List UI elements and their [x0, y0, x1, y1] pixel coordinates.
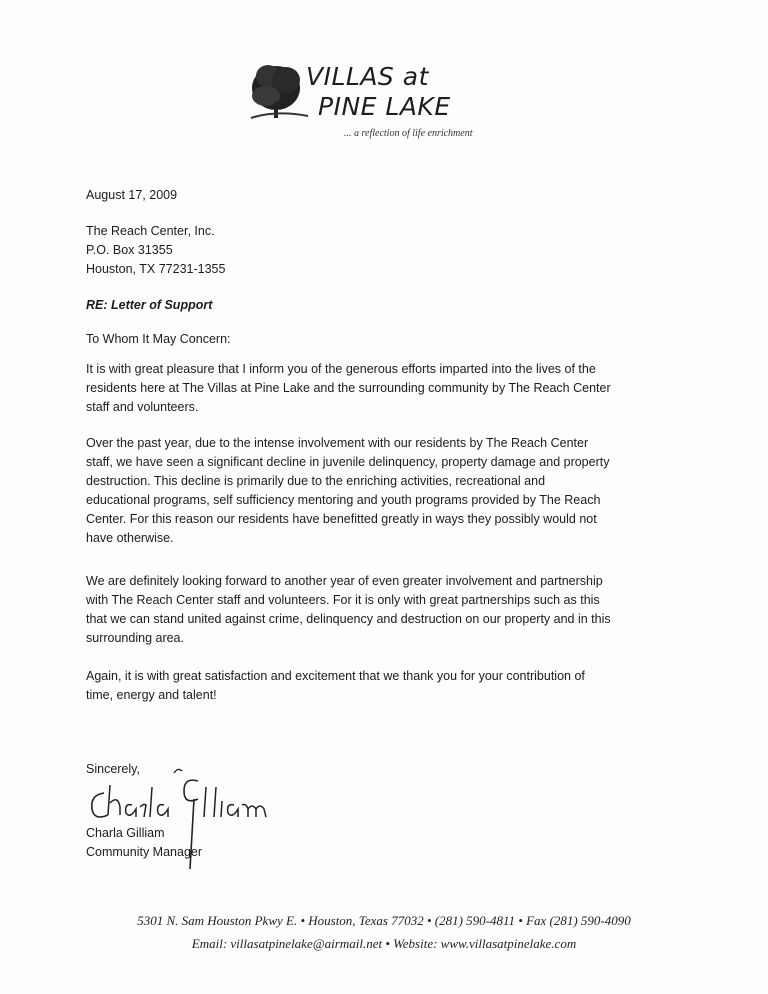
- recipient-line: Houston, TX 77231-1355: [86, 262, 226, 276]
- recipient-line: The Reach Center, Inc.: [86, 224, 215, 238]
- signer-name: Charla Gilliam: [86, 826, 165, 840]
- logo-name-line1: VILLAS at: [306, 62, 429, 91]
- paragraph: We are definitely looking forward to another year of even greater involvement and partnership with The Reach Center staff and volunteers. For it is only with great partnerships such as this that we can stand united against crime, delinquency and destruction on our property and in this surrounding area.: [86, 574, 611, 645]
- closing: Sincerely,: [86, 762, 140, 776]
- letter-date: August 17, 2009: [86, 188, 178, 202]
- paragraph: It is with great pleasure that I inform you of the generous efforts imparted into the lives of the residents here at The Villas at Pine Lake and the surrounding community by The Reach Center staff and volunteers.: [86, 362, 611, 414]
- signer-title: Community Manager: [86, 845, 203, 859]
- recipient-address: [86, 222, 706, 279]
- salutation: To Whom It May Concern:: [86, 332, 231, 346]
- logo-name-line2: PINE LAKE: [318, 92, 451, 121]
- signature-block: [86, 824, 706, 862]
- letterhead-logo: [246, 58, 536, 148]
- logo-tagline: ... a reflection of life enrichment: [344, 128, 473, 139]
- subject-line: RE: Letter of Support: [86, 298, 213, 312]
- footer-address: 5301 N. Sam Houston Pkwy E. • Houston, Texas 77032 • (281) 590-4811 • Fax (281) 590-4090: [137, 913, 631, 928]
- paragraph: Again, it is with great satisfaction and excitement that we thank you for your contribution of time, energy and talent!: [86, 669, 585, 702]
- recipient-line: P.O. Box 31355: [86, 243, 173, 257]
- footer-contact: Email: villasatpinelake@airmail.net • Website: www.villasatpinelake.com: [191, 936, 577, 951]
- paragraph: Over the past year, due to the intense involvement with our residents by The Reach Center staff, we have seen a significant decline in juvenile delinquency, property damage and property destruction. This decline is primarily due to the enriching activities, recreational and educational programs, self sufficiency mentoring and youth programs provided by The Reach Center. For this reason our residents have benefitted greatly in ways they possibly would not have otherwise.: [86, 436, 610, 545]
